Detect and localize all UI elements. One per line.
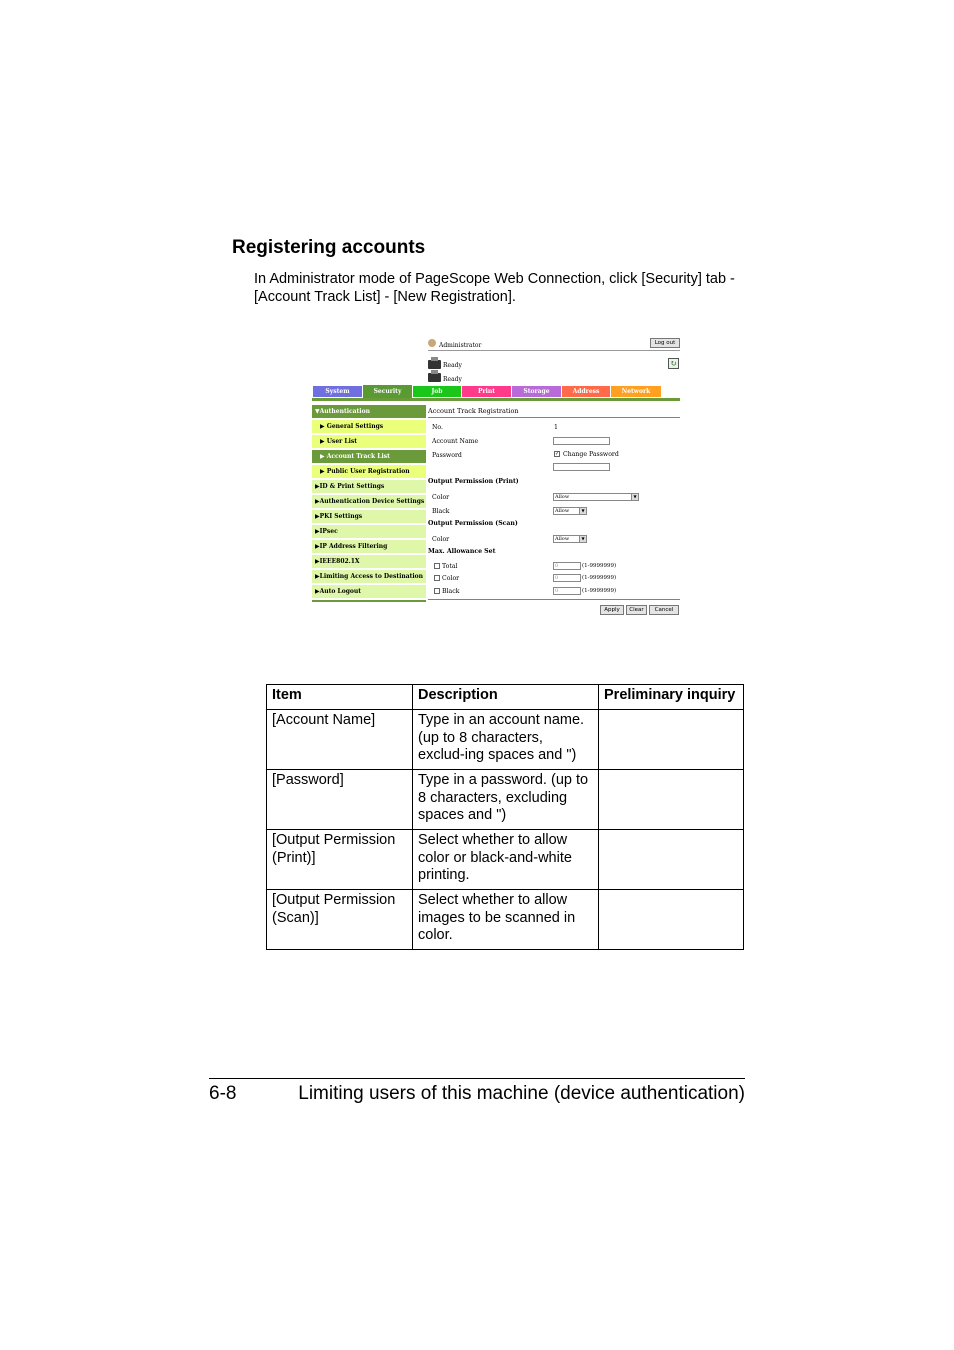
print-black-select[interactable] [553,507,587,515]
description-cell: Type in an account name. (up to 8 characters, exclud-ing spaces and ") [413,710,599,770]
select-value: Allow [555,508,570,514]
web-connection-screenshot [312,335,682,620]
admin-label: Administrator [439,342,482,349]
select-value: Allow [555,536,570,542]
inquiry-cell [599,830,744,890]
sidebar-item-public-user-registration[interactable]: ▶ Public User Registration [312,465,426,478]
sidebar-item-ipsec[interactable]: ▶IPsec [312,525,426,538]
total-range: (1-9999999) [582,563,617,569]
black-range: (1-9999999) [582,588,617,594]
status-text: Ready [443,376,462,383]
max-allowance-label: Max. Allowance Set [428,548,496,555]
tab-network[interactable]: Network [611,386,661,397]
output-scan-label: Output Permission (Scan) [428,520,518,527]
sidebar-item-account-track-list[interactable]: ▶ Account Track List [312,450,426,463]
table-row [267,830,744,890]
color-input[interactable]: 0 [553,574,581,582]
tab-job[interactable]: Job [413,386,461,397]
tab-bar [312,385,680,398]
sidebar-item-ip-address-filtering[interactable]: ▶IP Address Filtering [312,540,426,553]
chapter-title: Limiting users of this machine (device authentication) [298,1083,745,1104]
sidebar-item-auto-logout[interactable]: ▶Auto Logout [312,585,426,598]
tab-security[interactable]: Security [363,385,412,399]
max-color-label: Color [442,575,460,582]
chevron-down-icon: ▼ [579,536,586,542]
item-cell: [Password] [267,770,413,830]
inquiry-cell [599,710,744,770]
sidebar-divider [312,600,426,602]
status-text: Ready [443,362,462,369]
description-cell: Select whether to allow images to be scanned in color. [413,890,599,950]
account-name-label: Account Name [432,438,479,445]
password-label: Password [432,452,462,459]
inquiry-cell [599,770,744,830]
inquiry-cell [599,890,744,950]
clear-button[interactable]: Clear [626,605,647,615]
logout-button[interactable]: Log out [650,338,680,348]
tab-underline [312,398,680,401]
table-row [267,890,744,950]
black-checkbox[interactable] [434,588,440,594]
change-password-checkbox[interactable]: ✓ [555,451,560,457]
print-color-label: Color [432,494,450,501]
color-range: (1-9999999) [582,575,617,581]
table-row [267,770,744,830]
total-input[interactable]: 0 [553,562,581,570]
cancel-button[interactable]: Cancel [649,605,679,615]
tab-print[interactable]: Print [462,386,511,397]
color-checkbox[interactable] [434,575,440,581]
tab-system[interactable]: System [313,386,362,397]
password-input[interactable] [553,463,610,471]
tab-storage[interactable]: Storage [512,386,561,397]
chevron-down-icon: ▼ [579,508,586,514]
sidebar-item-general-settings[interactable]: ▶ General Settings [312,420,426,433]
admin-bar [428,339,680,351]
description-cell: Select whether to allow color or black-and-white printing. [413,830,599,890]
divider [428,417,680,418]
scan-color-select[interactable] [553,535,587,543]
user-icon [428,339,436,347]
item-cell: [Output Permission (Scan)] [267,890,413,950]
sidebar-item-authentication-device-settings[interactable]: ▶Authentication Device Settings [312,495,426,508]
tab-address[interactable]: Address [562,386,610,397]
scan-color-label: Color [432,536,450,543]
select-value: Allow [555,494,570,500]
intro-text: In Administrator mode of PageScope Web Connection, click [Security] tab - [Account Track List] - [New Registration]. [254,271,735,305]
sidebar-item-user-list[interactable]: ▶ User List [312,435,426,448]
max-black-label: Black [442,588,460,595]
change-password-label: Change Password [563,451,619,458]
sidebar [312,405,426,602]
apply-button[interactable]: Apply [600,605,624,615]
chevron-down-icon: ▼ [631,494,638,500]
item-cell: [Output Permission (Print)] [267,830,413,890]
table-header-row [267,685,744,710]
page-number: 6-8 [209,1083,237,1104]
table-row [267,710,744,770]
section-title: Registering accounts [232,237,426,258]
total-checkbox[interactable] [434,563,440,569]
sidebar-item-ieee8021x[interactable]: ▶IEEE802.1X [312,555,426,568]
printer-icon [428,373,441,382]
printer-icon [428,360,441,369]
sidebar-item-limiting-access[interactable]: ▶Limiting Access to Destination [312,570,426,583]
output-print-label: Output Permission (Print) [428,478,519,485]
total-label: Total [442,563,458,570]
item-cell: [Account Name] [267,710,413,770]
account-name-input[interactable] [553,437,610,445]
sidebar-item-id-print-settings[interactable]: ▶ID & Print Settings [312,480,426,493]
header-preliminary-inquiry: Preliminary inquiry [599,685,744,710]
header-description: Description [413,685,599,710]
sidebar-item-authentication[interactable]: ▼Authentication [312,405,426,418]
description-cell: Type in a password. (up to 8 characters, excluding spaces and ") [413,770,599,830]
header-item: Item [267,685,413,710]
no-value: 1 [554,424,558,431]
black-input[interactable]: 0 [553,587,581,595]
no-label: No. [432,424,443,431]
divider [428,599,680,600]
print-color-select[interactable] [553,493,639,501]
footer-rule [209,1078,745,1079]
print-black-label: Black [432,508,450,515]
settings-table [266,684,744,950]
sidebar-item-pki-settings[interactable]: ▶PKI Settings [312,510,426,523]
refresh-icon[interactable]: ↻ [668,358,679,369]
form-title: Account Track Registration [428,407,519,415]
